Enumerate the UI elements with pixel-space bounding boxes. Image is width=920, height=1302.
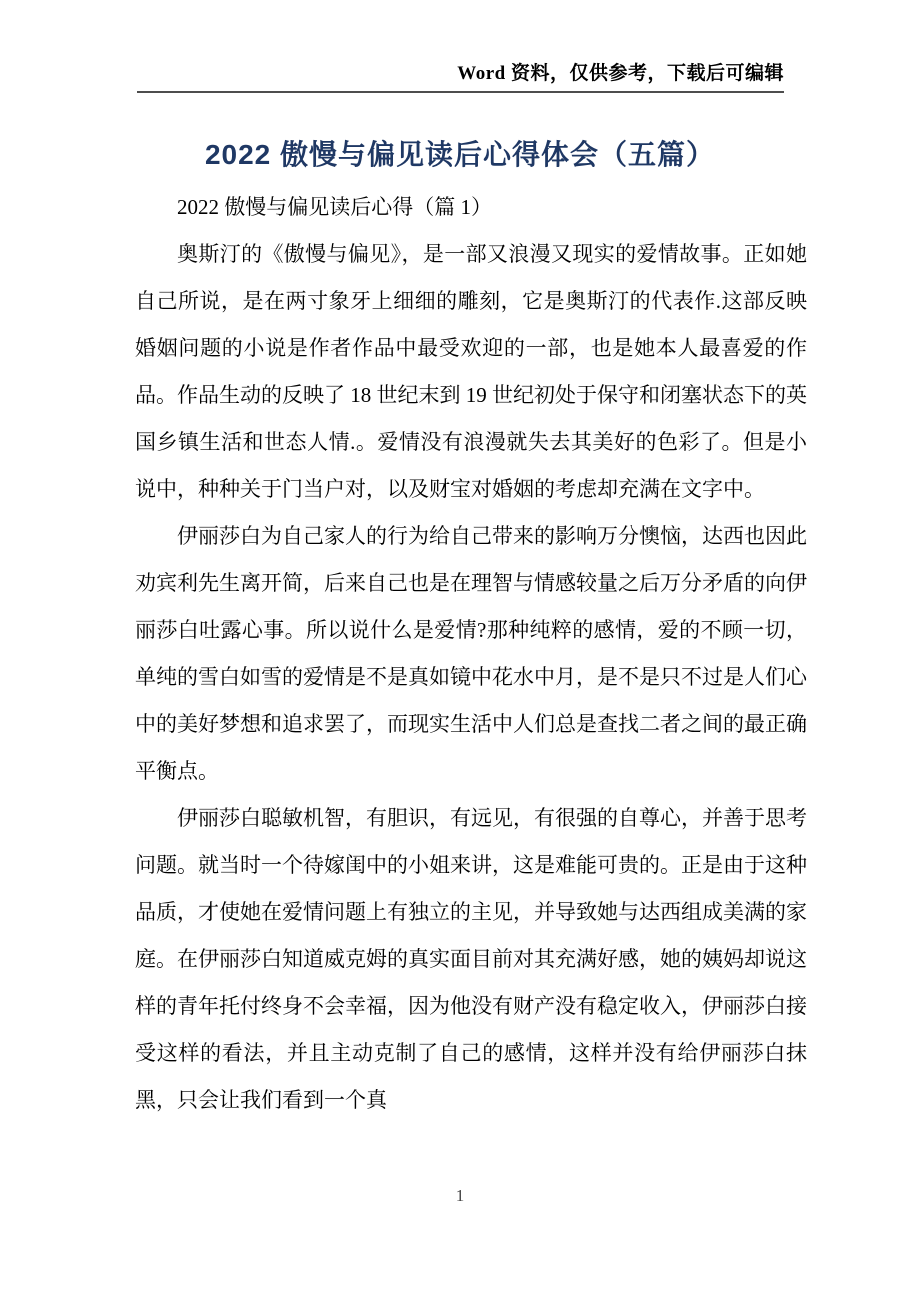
header-text: Word 资料，仅供参考，下载后可编辑	[457, 63, 784, 84]
paragraph: 伊丽莎白聪敏机智，有胆识，有远见，有很强的自尊心，并善于思考问题。就当时一个待嫁闺中的小姐来讲，这是难能可贵的。正是由于这种品质，才使她在爱情问题上有独立的主见，并导致她与达西组成美满的家庭。在伊丽莎白知道威克姆的真实面目前对其充满好感，她的姨妈却说这样的青年托付终身不会幸福，因为他没有财产没有稳定收入，伊丽莎白接受这样的看法，并且主动克制了自己的感情，这样并没有给伊丽莎白抹黑，只会让我们看到一个真	[135, 806, 807, 1112]
paragraph: 奥斯汀的《傲慢与偏见》，是一部又浪漫又现实的爱情故事。正如她自己所说，是在两寸象牙上细细的雕刻，它是奥斯汀的代表作.这部反映婚姻问题的小说是作者作品中最受欢迎的一部，也是她本人最喜爱的作品。作品生动的反映了 18 世纪末到 19 世纪初处于保守和闭塞状态下的英国乡镇生活和世态人情.。爱情没有浪漫就失去其美好的色彩了。但是小说中，种种关于门当户对，以及财宝对婚姻的考虑却充满在文字中。	[135, 242, 807, 501]
page-number: 1	[455, 1186, 465, 1205]
page-header	[137, 62, 784, 93]
paragraph: 伊丽莎白为自己家人的行为给自己带来的影响万分懊恼，达西也因此劝宾利先生离开简，后来自己也是在理智与情感较量之后万分矛盾的向伊丽莎白吐露心事。所以说什么是爱情?那种纯粹的感情，爱的不顾一切，单纯的雪白如雪的爱情是不是真如镜中花水中月，是不是只不过是人们心中的美好梦想和追求罢了，而现实生活中人们总是查找二者之间的最正确平衡点。	[135, 524, 807, 783]
document-body	[135, 184, 807, 1124]
document-title: 2022 傲慢与偏见读后心得体会（五篇）	[204, 139, 716, 170]
paragraph: 2022 傲慢与偏见读后心得（篇 1）	[177, 195, 492, 219]
